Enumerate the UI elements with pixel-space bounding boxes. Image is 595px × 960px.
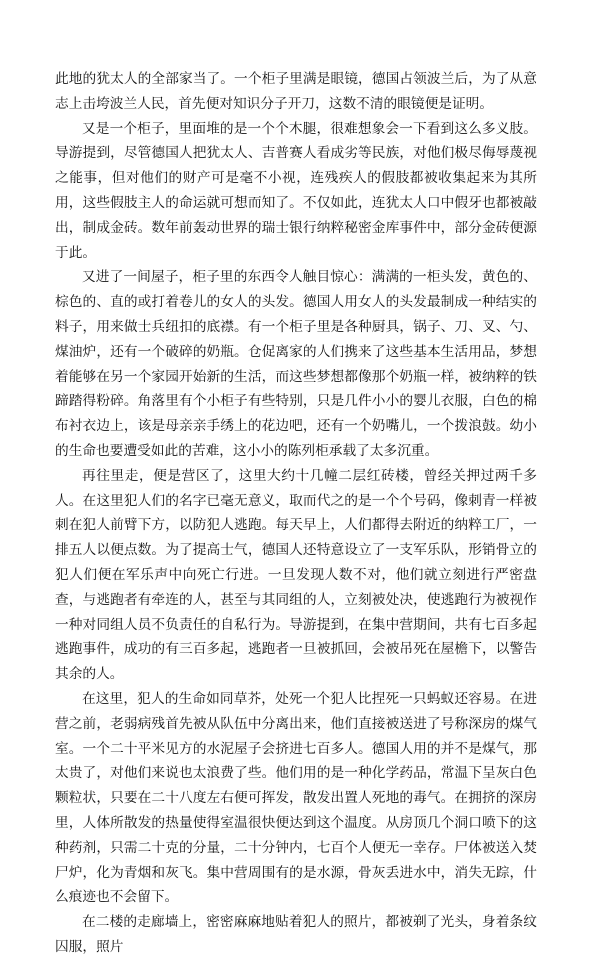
paragraph-photos-corridor: 在二楼的走廊墙上，密密麻麻地贴着犯人的照片，都被剃了光头，身着条纹囚服，照片 bbox=[55, 914, 537, 955]
paragraph-gas-chamber: 在这里，犯人的生命如同草芥，处死一个犯人比捏死一只蚂蚁还容易。在进营之前，老弱病残首先被从队伍中分离出来，他们直接被送进了号称深房的煤气室。一个二十平米见方的水泥屋子会挤进七百多人。德国人用的并不是煤气，那太贵了，对他们来说也太浪费了些。他们用的是一种化学药品，常温下呈灰白色颗粒状，只要在二十八度左右便可挥发，散发出置人死地的毒气。在拥挤的深房里，人体所散发的热量使得室温很快便达到这个温度。从房顶几个洞口喷下的这种药剂，只需二十克的分量，二十分钟内，七百个人便无一幸存。尸体被送入焚尸炉，化为青烟和灰飞。集中营周围有的是水源，骨灰丢进水中，消失无踪，什么痕迹也不会留下。 bbox=[55, 690, 537, 906]
document-page bbox=[55, 67, 537, 960]
paragraph-prostheses: 又是一个柜子，里面堆的是一个个木腿，很难想象会一下看到这么多义肢。导游提到，尽管德国人把犹太人、吉普赛人看成劣等民族，对他们极尽侮辱蔑视之能事，但对他们的财产可是毫不小视，连残疾人的假肢都被收集起来为其所用，这些假肢主人的命运就可想而知了。不仅如此，连犹太人口中假牙也都被敲出，制成金砖。数年前轰动世界的瑞士银行纳粹秘密金库事件中，部分金砖便源于此。 bbox=[55, 120, 537, 261]
paragraph-hair-and-belongings: 又进了一间屋子，柜子里的东西令人触目惊心：满满的一柜头发，黄色的、棕色的、直的或打着卷儿的女人的头发。德国人用女人的头发最制成一种结实的料子，用来做士兵纽扣的底襟。有一个柜子里是各种厨具，锅子、刀、叉、勺、煤油炉，还有一个破碎的奶瓶。仓促离家的人们携来了这些基本生活用品，梦想着能够在另一个家园开始新的生活，而这些梦想都像那个奶瓶一样，被纳粹的铁蹄踏得粉碎。角落里有个小柜子有些特别，只是几件小小的婴儿衣服，白色的棉布衬衣边上，该是母亲亲手绣上的花边吧，还有一个奶嘴儿，一个拨浪鼓。幼小的生命也要遭受如此的苦难，这小小的陈列柜承载了太多沉重。 bbox=[55, 269, 537, 459]
paragraph-camp-blocks: 再往里走，便是营区了，这里大约十几幢二层红砖楼，曾经关押过两千多人。在这里犯人们的名字已毫无意义，取而代之的是一个个号码，像刺青一样被刺在犯人前臂下方，以防犯人逃跑。每天早上，人们都得去附近的纳粹工厂，一排五人以便点数。为了提高士气，德国人还特意设立了一支军乐队，形销骨立的犯人们便在军乐声中向死亡行进。一旦发现人数不对，他们就立刻进行严密盘查，与逃跑者有牵连的人，甚至与其同组的人，立刻被处决，使逃跑行为被视作一种对同组人员不负责任的自私行为。导游提到，在集中营期间，共有七百多起逃跑事件，成功的有三百多起，逃跑者一旦被抓回，会被吊死在屋檐下，以警告其余的人。 bbox=[55, 467, 537, 683]
paragraph-glasses: 此地的犹太人的全部家当了。一个柜子里满是眼镜，德国占领波兰后，为了从意志上击垮波兰人民，首先便对知识分子开刀，这数不清的眼镜便是证明。 bbox=[55, 71, 537, 112]
